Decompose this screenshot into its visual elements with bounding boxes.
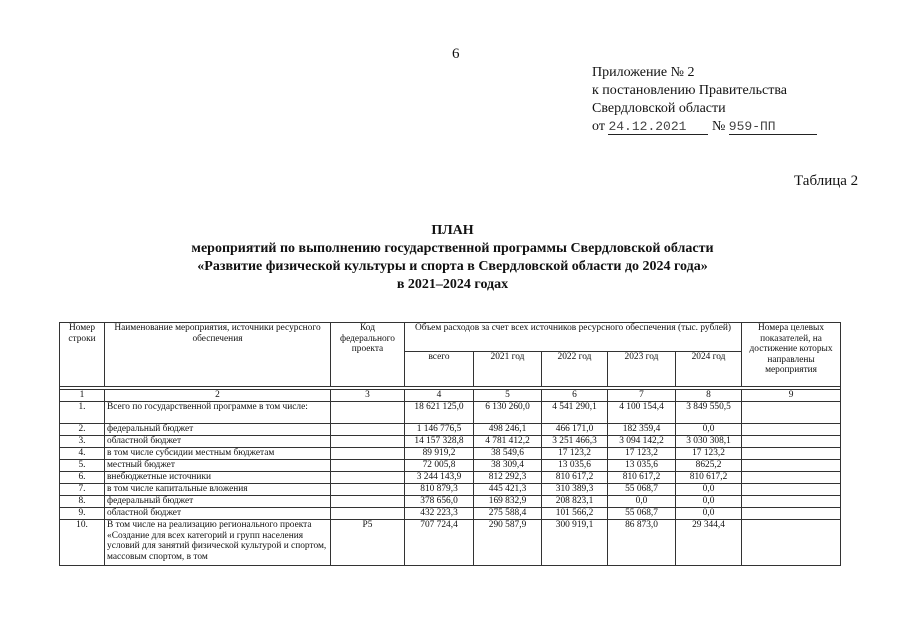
- column-number: 6: [542, 390, 608, 402]
- row-2022-cell: 310 389,3: [542, 484, 608, 496]
- row-number-cell: 10.: [60, 520, 105, 566]
- header-2024: 2024 год: [676, 352, 742, 387]
- row-2022-cell: 208 823,1: [542, 496, 608, 508]
- row-2022-cell: 300 919,1: [542, 520, 608, 566]
- row-2021-cell: 812 292,3: [474, 472, 542, 484]
- date-value: 24.12.2021: [608, 120, 708, 135]
- row-number-cell: 9.: [60, 508, 105, 520]
- row-2024-cell: 17 123,2: [676, 448, 742, 460]
- row-code-cell: Р5: [331, 520, 405, 566]
- row-2023-cell: 4 100 154,4: [608, 402, 676, 424]
- row-2023-cell: 86 873,0: [608, 520, 676, 566]
- table-row: [60, 484, 841, 496]
- row-total-cell: 378 656,0: [405, 496, 474, 508]
- row-name-cell: внебюджетные источники: [105, 472, 331, 484]
- row-code-cell: [331, 496, 405, 508]
- row-name-cell: В том числе на реализацию регионального проекта «Создание для всех категорий и групп населения условий для занятий физической культурой и спортом, массовым спортом, в том: [105, 520, 331, 566]
- header-2023: 2023 год: [608, 352, 676, 387]
- row-targets-cell: [742, 402, 841, 424]
- row-name-cell: областной бюджет: [105, 436, 331, 448]
- row-name-cell: местный бюджет: [105, 460, 331, 472]
- row-2024-cell: 0,0: [676, 508, 742, 520]
- row-total-cell: 707 724,4: [405, 520, 474, 566]
- row-2021-cell: 290 587,9: [474, 520, 542, 566]
- row-2021-cell: 275 588,4: [474, 508, 542, 520]
- column-number: 2: [105, 390, 331, 402]
- row-2022-cell: 3 251 466,3: [542, 436, 608, 448]
- page-number: 6: [452, 46, 460, 62]
- header-volume: Объем расходов за счет всех источников ресурсного обеспечения (тыс. рублей): [405, 323, 742, 352]
- row-2023-cell: 182 359,4: [608, 424, 676, 436]
- title-line3: «Развитие физической культуры и спорта в Свердловской области до 2024 года»: [197, 259, 708, 274]
- row-targets-cell: [742, 484, 841, 496]
- row-2021-cell: 445 421,3: [474, 484, 542, 496]
- row-targets-cell: [742, 508, 841, 520]
- row-number-cell: 5.: [60, 460, 105, 472]
- row-2024-cell: 0,0: [676, 424, 742, 436]
- row-2022-cell: 466 171,0: [542, 424, 608, 436]
- row-number-cell: 4.: [60, 448, 105, 460]
- table-row: [60, 496, 841, 508]
- appendix-block: [592, 64, 817, 136]
- row-2024-cell: 810 617,2: [676, 472, 742, 484]
- row-code-cell: [331, 472, 405, 484]
- column-number: 8: [676, 390, 742, 402]
- row-2023-cell: 3 094 142,2: [608, 436, 676, 448]
- plan-table: [59, 322, 841, 566]
- row-targets-cell: [742, 520, 841, 566]
- column-number: 1: [60, 390, 105, 402]
- header-2021: 2021 год: [474, 352, 542, 387]
- row-2024-cell: 3 849 550,5: [676, 402, 742, 424]
- table-row: [60, 508, 841, 520]
- appendix-line1: Приложение № 2: [592, 65, 695, 80]
- row-code-cell: [331, 508, 405, 520]
- row-total-cell: 3 244 143,9: [405, 472, 474, 484]
- row-targets-cell: [742, 448, 841, 460]
- row-targets-cell: [742, 424, 841, 436]
- row-2024-cell: 3 030 308,1: [676, 436, 742, 448]
- table-row: [60, 448, 841, 460]
- header-2022: 2022 год: [542, 352, 608, 387]
- header-targets: Номера целевых показателей, на достижение которых направлены мероприятия: [742, 323, 841, 387]
- row-2024-cell: 29 344,4: [676, 520, 742, 566]
- row-code-cell: [331, 484, 405, 496]
- row-name-cell: Всего по государственной программе в том числе:: [105, 402, 331, 424]
- row-name-cell: федеральный бюджет: [105, 496, 331, 508]
- row-name-cell: федеральный бюджет: [105, 424, 331, 436]
- table-row: [60, 520, 841, 566]
- row-2023-cell: 13 035,6: [608, 460, 676, 472]
- row-total-cell: 432 223,3: [405, 508, 474, 520]
- header-row-number: Номер строки: [60, 323, 105, 387]
- row-2023-cell: 17 123,2: [608, 448, 676, 460]
- title-block: [0, 222, 905, 294]
- row-name-cell: в том числе капитальные вложения: [105, 484, 331, 496]
- column-number: 5: [474, 390, 542, 402]
- appendix-line2: к постановлению Правительства: [592, 83, 788, 98]
- table-row: [60, 436, 841, 448]
- title-line2: мероприятий по выполнению государственной программы Свердловской области: [191, 241, 714, 256]
- table-label: Таблица 2: [794, 173, 859, 189]
- row-code-cell: [331, 436, 405, 448]
- row-2024-cell: 0,0: [676, 484, 742, 496]
- row-targets-cell: [742, 436, 841, 448]
- row-code-cell: [331, 460, 405, 472]
- row-number-cell: 3.: [60, 436, 105, 448]
- table-row: [60, 472, 841, 484]
- row-2021-cell: 38 309,4: [474, 460, 542, 472]
- row-2022-cell: 13 035,6: [542, 460, 608, 472]
- number-prefix: №: [711, 119, 726, 134]
- row-2021-cell: 38 549,6: [474, 448, 542, 460]
- row-code-cell: [331, 448, 405, 460]
- row-number-cell: 8.: [60, 496, 105, 508]
- row-name-cell: в том числе субсидии местным бюджетам: [105, 448, 331, 460]
- row-total-cell: 14 157 328,8: [405, 436, 474, 448]
- column-number: 3: [331, 390, 405, 402]
- table-body: [60, 387, 841, 566]
- row-2022-cell: 4 541 290,1: [542, 402, 608, 424]
- row-total-cell: 72 005,8: [405, 460, 474, 472]
- number-value: 959-ПП: [729, 120, 817, 135]
- table-row: [60, 402, 841, 424]
- row-total-cell: 810 879,3: [405, 484, 474, 496]
- appendix-date-line: [592, 118, 817, 136]
- row-name-cell: областной бюджет: [105, 508, 331, 520]
- row-2023-cell: 810 617,2: [608, 472, 676, 484]
- header-name: Наименование мероприятия, источники ресурсного обеспечения: [105, 323, 331, 387]
- row-2021-cell: 4 781 412,2: [474, 436, 542, 448]
- header-total: всего: [405, 352, 474, 387]
- table-row: [60, 460, 841, 472]
- row-2022-cell: 101 566,2: [542, 508, 608, 520]
- row-2021-cell: 169 832,9: [474, 496, 542, 508]
- appendix-line3: Свердловской области: [592, 101, 726, 116]
- date-prefix: от: [592, 119, 605, 134]
- row-2021-cell: 498 246,1: [474, 424, 542, 436]
- row-2022-cell: 17 123,2: [542, 448, 608, 460]
- column-number: 9: [742, 390, 841, 402]
- row-number-cell: 2.: [60, 424, 105, 436]
- row-2024-cell: 0,0: [676, 496, 742, 508]
- row-2024-cell: 8625,2: [676, 460, 742, 472]
- row-2023-cell: 0,0: [608, 496, 676, 508]
- column-number: 7: [608, 390, 676, 402]
- row-2023-cell: 55 068,7: [608, 484, 676, 496]
- row-2021-cell: 6 130 260,0: [474, 402, 542, 424]
- row-total-cell: 1 146 776,5: [405, 424, 474, 436]
- header-federal-code: Код федерального проекта: [331, 323, 405, 387]
- title-line1: ПЛАН: [431, 223, 474, 238]
- row-number-cell: 6.: [60, 472, 105, 484]
- row-code-cell: [331, 424, 405, 436]
- row-code-cell: [331, 402, 405, 424]
- table-row: [60, 424, 841, 436]
- title-line4: в 2021–2024 годах: [396, 277, 509, 292]
- column-number: 4: [405, 390, 474, 402]
- row-targets-cell: [742, 472, 841, 484]
- row-2022-cell: 810 617,2: [542, 472, 608, 484]
- row-number-cell: 7.: [60, 484, 105, 496]
- row-targets-cell: [742, 496, 841, 508]
- row-targets-cell: [742, 460, 841, 472]
- column-number-row: [60, 390, 841, 402]
- row-2023-cell: 55 068,7: [608, 508, 676, 520]
- row-total-cell: 89 919,2: [405, 448, 474, 460]
- row-total-cell: 18 621 125,0: [405, 402, 474, 424]
- row-number-cell: 1.: [60, 402, 105, 424]
